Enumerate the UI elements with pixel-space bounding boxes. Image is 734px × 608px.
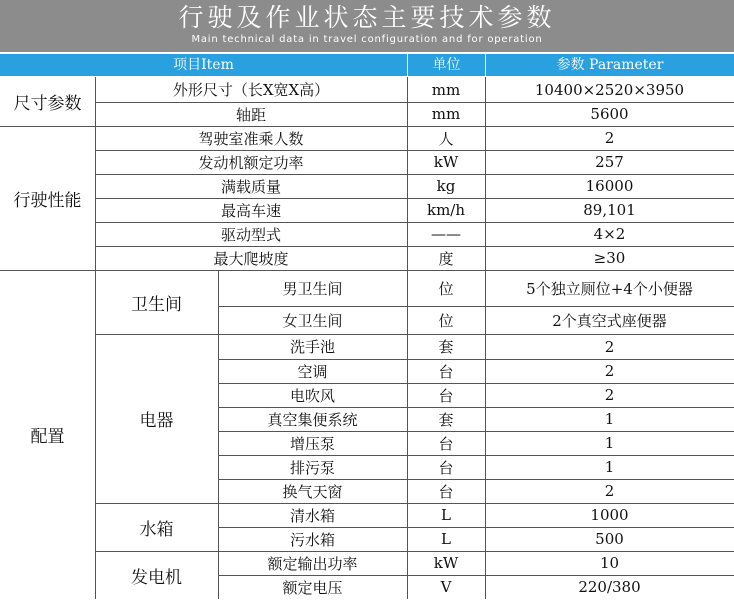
subcategory-toilet: 卫生间 — [131, 294, 182, 315]
value-cell: 2 — [604, 337, 615, 356]
value-cell: 220/380 — [578, 578, 641, 596]
unit-cell: kW — [433, 554, 459, 572]
unit-cell: km/h — [426, 201, 466, 219]
grid-line-horizontal — [95, 222, 734, 223]
value-cell: 10400×2520×3950 — [534, 80, 685, 99]
item-label: 外形尺寸（长X宽X高） — [172, 81, 330, 99]
item-label: 驱动型式 — [220, 225, 281, 244]
unit-cell: 套 — [438, 410, 454, 429]
page-subtitle: Main technical data in travel configuration and for operation — [191, 34, 543, 45]
grid-line-horizontal — [218, 455, 734, 456]
unit-cell: 台 — [438, 482, 454, 501]
unit-cell: 台 — [438, 386, 454, 405]
page-title: 行驶及作业状态主要技术参数 — [178, 3, 556, 32]
subcategory-generator: 发电机 — [131, 567, 182, 588]
grid-line-horizontal — [95, 102, 734, 103]
value-cell: 2 — [604, 482, 615, 500]
item-label: 增压泵 — [289, 434, 335, 453]
value-cell: 2个真空式座便器 — [552, 311, 667, 330]
grid-line-horizontal — [218, 383, 734, 384]
grid-line-vertical — [407, 77, 408, 599]
value-cell: 2 — [604, 362, 615, 380]
category-config: 配置 — [30, 427, 65, 447]
unit-cell: 人 — [438, 129, 454, 148]
unit-cell: 位 — [438, 279, 454, 298]
item-label: 满载质量 — [220, 177, 281, 196]
grid-line-horizontal — [218, 479, 734, 480]
value-cell: 1 — [604, 434, 615, 452]
unit-cell: mm — [431, 80, 461, 99]
column-header-item: 项目Item — [0, 54, 407, 76]
item-label: 男卫生间 — [282, 279, 343, 298]
unit-cell: L — [441, 506, 451, 524]
grid-line-horizontal — [0, 126, 734, 127]
column-header-parameter: 参数 Parameter — [486, 54, 734, 76]
grid-line-vertical — [95, 77, 96, 599]
grid-line-horizontal — [218, 527, 734, 528]
unit-cell: 台 — [438, 458, 454, 477]
grid-line-horizontal — [95, 150, 734, 151]
item-label: 轴距 — [235, 105, 266, 124]
item-label: 洗手池 — [289, 338, 335, 356]
value-cell: 89,101 — [583, 201, 636, 219]
unit-cell: 台 — [438, 362, 454, 381]
item-label: 空调 — [297, 362, 328, 381]
grid-line-horizontal — [218, 359, 734, 360]
item-label: 发动机额定功率 — [198, 153, 304, 172]
unit-cell: 套 — [438, 338, 454, 356]
grid-line-horizontal — [218, 431, 734, 432]
value-cell: 5600 — [590, 105, 629, 123]
item-label: 电吹风 — [289, 386, 335, 405]
item-label: 清水箱 — [289, 506, 335, 525]
value-cell: 4×2 — [593, 225, 626, 243]
grid-line-horizontal — [95, 334, 734, 335]
unit-cell: 位 — [438, 311, 454, 330]
unit-cell: 台 — [438, 434, 454, 453]
subcategory-electric: 电器 — [139, 411, 174, 431]
item-label: 额定电压 — [282, 578, 343, 597]
value-cell: 16000 — [585, 177, 634, 195]
unit-cell: V — [440, 578, 452, 596]
unit-cell: 度 — [438, 249, 454, 268]
unit-cell: kg — [436, 177, 456, 195]
unit-cell: kW — [433, 153, 459, 171]
value-cell: ≥30 — [593, 249, 626, 267]
value-cell: 1000 — [590, 506, 629, 524]
category-size: 尺寸参数 — [13, 94, 82, 114]
item-label: 女卫生间 — [282, 311, 343, 330]
category-driving: 行驶性能 — [13, 190, 82, 211]
grid-line-horizontal — [218, 575, 734, 576]
item-label: 额定输出功率 — [267, 554, 358, 573]
value-cell: 1 — [604, 410, 615, 428]
value-cell: 1 — [604, 458, 615, 476]
unit-cell: L — [441, 530, 451, 548]
item-label: 排污泵 — [289, 458, 335, 477]
grid-line-horizontal — [218, 407, 734, 408]
value-cell: 257 — [595, 153, 624, 171]
item-label: 最高车速 — [220, 201, 281, 220]
grid-line-horizontal — [0, 270, 734, 271]
grid-line-horizontal — [95, 174, 734, 175]
grid-line-horizontal — [95, 551, 734, 552]
unit-cell: —— — [431, 225, 461, 243]
grid-line-vertical — [218, 270, 219, 599]
unit-cell: mm — [431, 105, 461, 123]
item-label: 最大爬坡度 — [213, 249, 289, 268]
value-cell: 2 — [604, 129, 615, 147]
grid-line-horizontal — [95, 198, 734, 199]
item-label: 真空集便系统 — [267, 410, 358, 429]
item-label: 换气天窗 — [282, 482, 343, 501]
value-cell: 5个独立厕位+4个小便器 — [526, 279, 693, 298]
grid-line-horizontal — [95, 503, 734, 504]
subcategory-water: 水箱 — [139, 519, 174, 540]
item-label: 污水箱 — [289, 530, 335, 549]
title-banner — [0, 0, 734, 52]
item-label: 驾驶室准乘人数 — [198, 129, 304, 148]
column-header-unit: 单位 — [408, 54, 485, 76]
grid-line-horizontal — [95, 246, 734, 247]
value-cell: 500 — [595, 530, 624, 548]
value-cell: 10 — [599, 554, 620, 572]
value-cell: 2 — [604, 386, 615, 404]
grid-line-horizontal — [218, 306, 734, 307]
grid-line-vertical — [485, 77, 486, 599]
